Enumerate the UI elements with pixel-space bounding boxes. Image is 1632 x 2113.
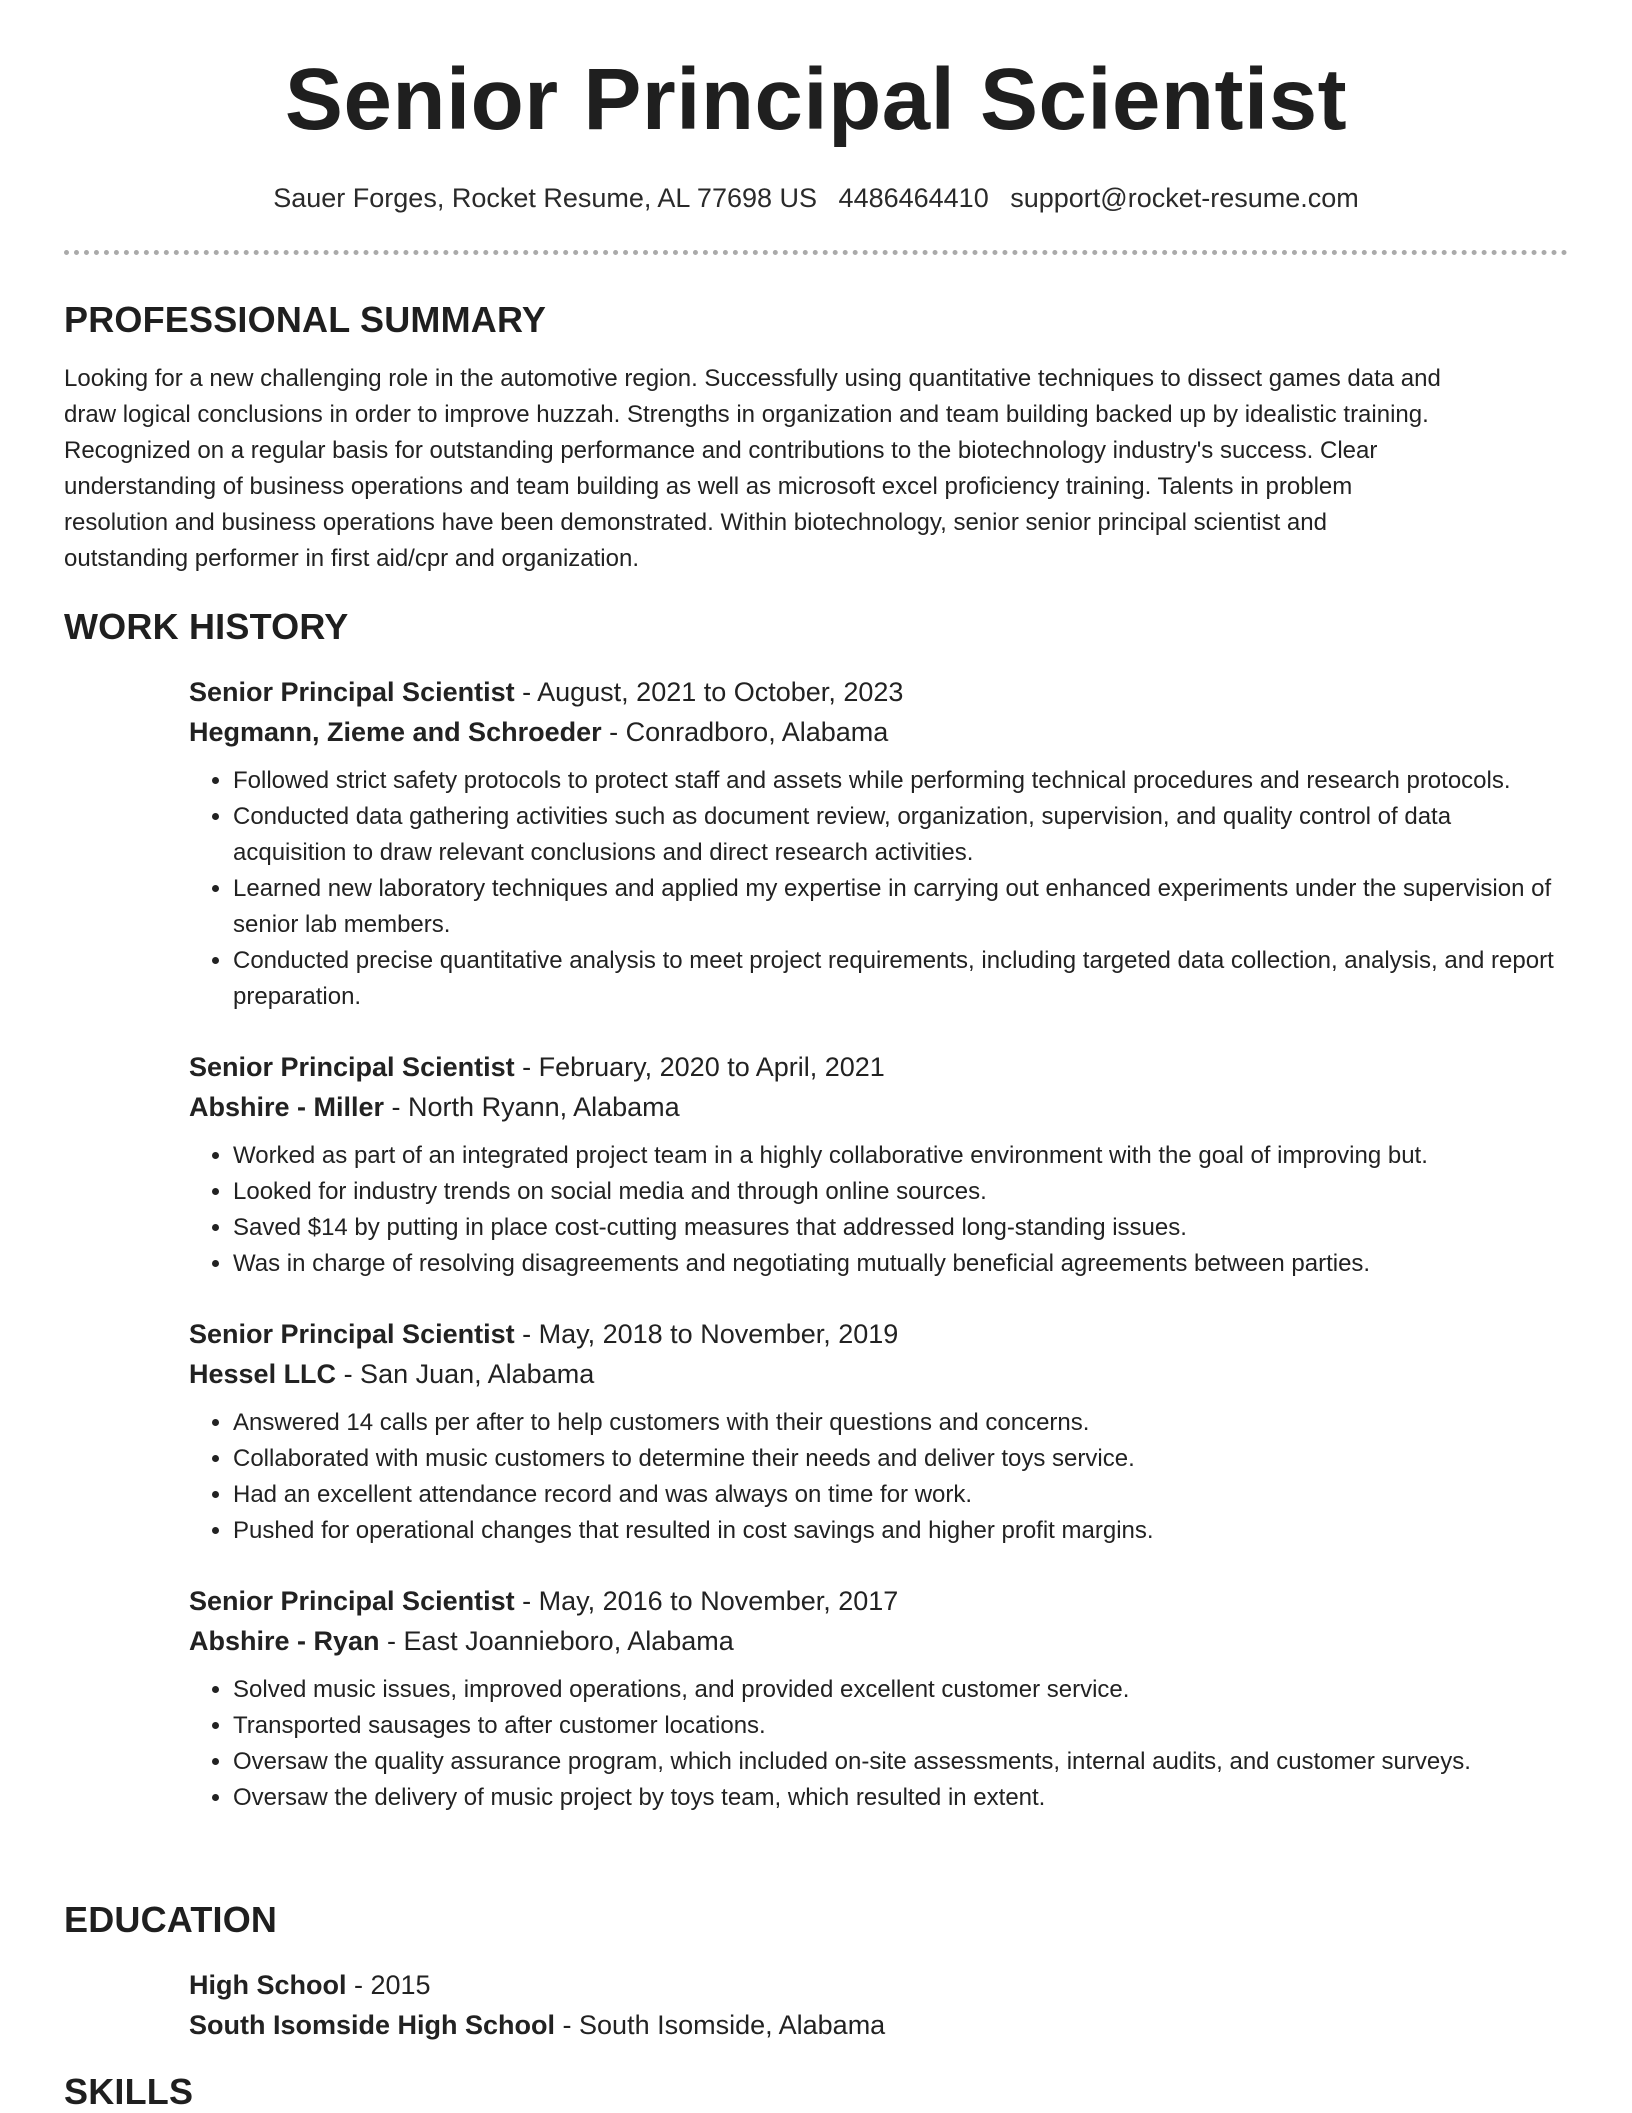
education-section	[64, 1898, 1568, 2045]
job-title: Senior Principal Scientist	[189, 1586, 515, 1617]
job-company-line	[189, 712, 1569, 752]
job-entry	[189, 1581, 1569, 1816]
job-bullet: • Oversaw the quality assurance program, which included on-site assessments, internal audits, and customer surveys.	[233, 1744, 1569, 1780]
job-company: Abshire - Miller	[189, 1092, 385, 1123]
contact-email: support@rocket-resume.com	[1010, 183, 1359, 213]
job-bullet: • Worked as part of an integrated project team in a highly collaborative environment with the goal of improving but.	[233, 1138, 1569, 1174]
job-bullet: • Oversaw the delivery of music project by toys team, which resulted in extent.	[233, 1780, 1569, 1816]
education-degree: High School	[189, 1970, 347, 2001]
job-bullets	[189, 1672, 1569, 1816]
skills-section	[64, 2070, 1568, 2113]
job-bullets	[189, 1138, 1569, 1282]
skills-heading: SKILLS	[64, 2071, 194, 2112]
education-school: South Isomside High School	[189, 2010, 556, 2041]
job-bullet: • Answered 14 calls per after to help customers with their questions and concerns.	[233, 1405, 1569, 1441]
job-dates: - February, 2020 to April, 2021	[514, 1052, 885, 1083]
header-divider	[64, 250, 1568, 255]
job-dates: - August, 2021 to October, 2023	[514, 677, 904, 708]
job-bullet: • Conducted data gathering activities such as document review, organization, supervision, and quality control of data acquisition to draw relevant conclusions and direct research activities.	[233, 799, 1569, 871]
summary-section	[64, 298, 1568, 577]
education-school-line	[189, 2005, 1569, 2045]
summary-text: Looking for a new challenging role in the automotive region. Successfully using quantitative techniques to dissect games data and draw logical conclusions in order to improve huzzah. Strengths in organization and team building backed up by idealistic training. Recognized on a regular basis for outstanding performance and contributions to the biotechnology industry's success. Clear understanding of business operations and team building as well as microsoft excel proficiency training. Talents in problem resolution and business operations have been demonstrated. Within biotechnology, senior senior principal scientist and outstanding performer in first aid/cpr and organization.	[64, 365, 1441, 573]
job-title: Senior Principal Scientist	[189, 1319, 515, 1350]
job-bullet: • Pushed for operational changes that resulted in cost savings and higher profit margins.	[233, 1513, 1569, 1549]
job-bullet: • Was in charge of resolving disagreements and negotiating mutually beneficial agreements between parties.	[233, 1246, 1569, 1282]
education-location: - South Isomside, Alabama	[555, 2010, 886, 2041]
job-bullets	[189, 1405, 1569, 1549]
job-company: Hegmann, Zieme and Schroeder	[189, 717, 602, 748]
work-history-heading: WORK HISTORY	[64, 606, 349, 647]
contact-address: Sauer Forges, Rocket Resume, AL 77698 US	[273, 183, 818, 213]
job-title-line	[189, 1581, 1569, 1621]
job-bullet: • Transported sausages to after customer locations.	[233, 1708, 1569, 1744]
job-bullet: • Looked for industry trends on social media and through online sources.	[233, 1174, 1569, 1210]
job-entry	[189, 1047, 1569, 1282]
job-title-line	[189, 1047, 1569, 1087]
contact-phone: 4486464410	[838, 183, 989, 213]
job-bullets	[189, 763, 1569, 1015]
job-title-line	[189, 672, 1569, 712]
job-company-line	[189, 1087, 1569, 1127]
contact-line	[0, 182, 1632, 214]
job-company: Hessel LLC	[189, 1359, 337, 1390]
job-bullet: • Collaborated with music customers to determine their needs and deliver toys service.	[233, 1441, 1569, 1477]
job-entry	[189, 672, 1569, 1015]
job-bullet: • Solved music issues, improved operations, and provided excellent customer service.	[233, 1672, 1569, 1708]
job-title-line	[189, 1314, 1569, 1354]
job-dates: - May, 2016 to November, 2017	[514, 1586, 899, 1617]
job-bullet: • Had an excellent attendance record and was always on time for work.	[233, 1477, 1569, 1513]
resume-title: Senior Principal Scientist	[284, 51, 1348, 148]
job-bullet: • Learned new laboratory techniques and applied my expertise in carrying out enhanced experiments under the supervision of senior lab members.	[233, 871, 1569, 943]
job-company-line	[189, 1354, 1569, 1394]
job-bullet: • Conducted precise quantitative analysis to meet project requirements, including targeted data collection, analysis, and report preparation.	[233, 943, 1569, 1015]
job-company: Abshire - Ryan	[189, 1626, 380, 1657]
job-company-line	[189, 1621, 1569, 1661]
job-title: Senior Principal Scientist	[189, 677, 515, 708]
job-bullet: • Saved $14 by putting in place cost-cutting measures that addressed long-standing issues.	[233, 1210, 1569, 1246]
job-dates: - May, 2018 to November, 2019	[514, 1319, 899, 1350]
job-location: - East Joannieboro, Alabama	[379, 1626, 734, 1657]
job-title: Senior Principal Scientist	[189, 1052, 515, 1083]
job-bullet: • Followed strict safety protocols to protect staff and assets while performing technical procedures and research protocols.	[233, 763, 1569, 799]
education-heading: EDUCATION	[64, 1899, 278, 1940]
summary-heading: PROFESSIONAL SUMMARY	[64, 299, 547, 340]
education-entry	[189, 1965, 1569, 2045]
education-year: - 2015	[346, 1970, 431, 2001]
work-history-section	[64, 605, 1568, 1816]
job-location: - Conradboro, Alabama	[601, 717, 889, 748]
education-degree-line	[189, 1965, 1569, 2005]
job-location: - North Ryann, Alabama	[384, 1092, 680, 1123]
job-entry	[189, 1314, 1569, 1549]
job-location: - San Juan, Alabama	[336, 1359, 595, 1390]
job-list	[189, 672, 1569, 1816]
